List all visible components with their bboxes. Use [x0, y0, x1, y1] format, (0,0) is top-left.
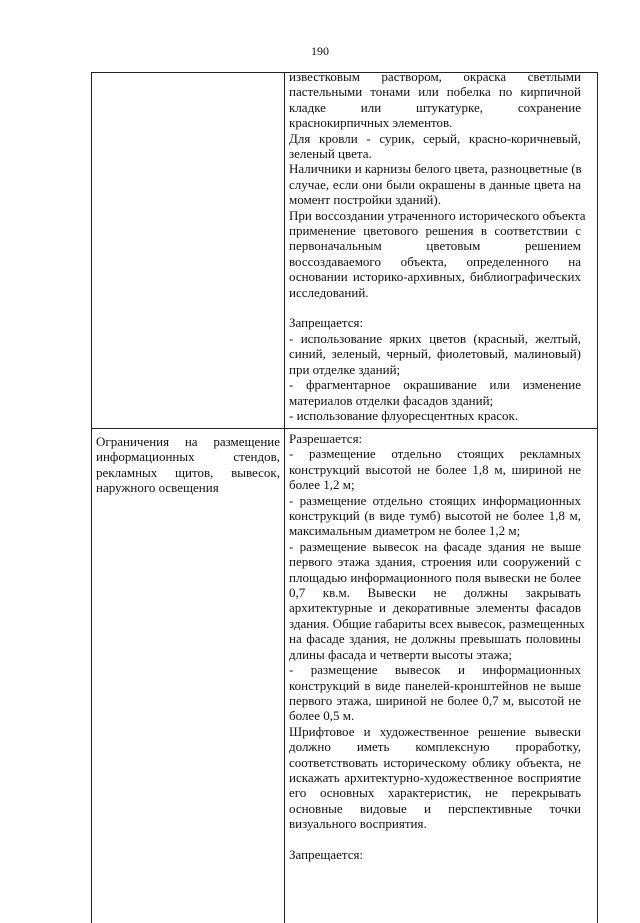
text-line: кладке или штукатурке, сохранение: [289, 99, 581, 115]
text-line: первого этажа здания, строения или сооружений с: [289, 554, 581, 570]
text-line: здания. Общие габариты всех вывесок, размещенных: [289, 615, 585, 631]
text-line: визуального восприятия.: [289, 816, 427, 832]
text-line: более 1,2 м;: [289, 477, 355, 493]
text-line: при отделке зданий;: [289, 361, 401, 377]
text-line: зеленый цвета.: [289, 146, 372, 162]
text-line: воссоздаваемого объекта, определенного на: [289, 253, 581, 269]
text-line: первого этажа, шириной не более 0,7 м, высотой не: [289, 692, 581, 708]
row-divider: [92, 428, 597, 429]
text-line: - размещение отдельно стоящих рекламных: [289, 446, 581, 462]
text-line: исследований.: [289, 284, 369, 300]
text-line: - размещение отдельно стоящих информационных: [289, 492, 581, 508]
text-line: рекламных щитов, вывесок,: [96, 464, 280, 480]
text-line: 0,7 кв.м. Вывески не должны закрывать: [289, 585, 581, 601]
text-line: соответствовать историческому облику объекта, не: [289, 754, 581, 770]
text-line: основании историко-архивных, библиографических: [289, 269, 581, 285]
text-line: синий, зеленый, черный, фиолетовый, малиновый): [289, 346, 581, 362]
text-line: краснокирпичных элементов.: [289, 115, 453, 131]
text-line: применение цветового решения в соответствии с: [289, 223, 581, 239]
text-line: конструкций в виде панелей-кронштейнов не выше: [289, 677, 581, 693]
text-line: искажать архитектурно-художественное восприятие: [289, 769, 581, 785]
text-line: Ограничения на размещение: [96, 434, 280, 449]
text-line: Шрифтовое и художественное решение вывески: [289, 723, 581, 739]
text-line: первоначальным цветовым решением: [289, 238, 581, 254]
text-line: его основных характеристик, не перекрывать: [289, 785, 581, 801]
text-line: площадью информационного поля вывески не более: [289, 569, 581, 585]
text-line: должно иметь комплексную проработку,: [289, 739, 581, 755]
text-line: информационных стендов,: [96, 449, 280, 465]
text-line: - размещение вывесок на фасаде здания не выше: [289, 538, 581, 554]
text-line: Наличники и карнизы белого цвета, разноцветные (в: [289, 161, 582, 177]
signage-rules-cell: [289, 431, 585, 862]
text-line: конструкций высотой не более 1,8 м, шириной не: [289, 461, 581, 477]
text-line: более 0,5 м.: [289, 708, 355, 724]
page-number: 190: [311, 44, 329, 58]
signage-restrictions-label: [96, 434, 280, 496]
text-line: момент постройки зданий).: [289, 192, 441, 208]
text-line: максимальным диаметром не более 1,2 м;: [289, 523, 521, 539]
regulations-table: [91, 69, 598, 923]
text-line: Разрешается:: [289, 431, 363, 446]
text-line: конструкций (в виде тумб) высотой не более 1,8 м,: [289, 508, 581, 524]
text-line: При воссоздании утраченного исторического объекта: [289, 207, 586, 223]
column-divider: [284, 73, 285, 923]
text-line: длины фасада и четверти высоты этажа;: [289, 646, 512, 662]
text-line: - использование ярких цветов (красный, желтый,: [289, 330, 581, 346]
color-requirements-cell: [289, 69, 586, 423]
text-line: Запрещается:: [289, 846, 364, 862]
text-line: случае, если они были окрашены в данные цвета на: [289, 176, 581, 192]
text-line: Запрещается:: [289, 315, 364, 331]
text-line: на фасаде здания, не должны превышать половины: [289, 631, 581, 647]
blank-line: [289, 832, 581, 847]
text-line: архитектурные и декоративные элементы фасадов: [289, 600, 581, 616]
text-line: Для кровли - сурик, серый, красно-коричневый,: [289, 130, 581, 146]
text-line: материалов отделки фасадов зданий;: [289, 392, 494, 408]
text-line: наружного освещения: [96, 480, 219, 496]
text-line: - размещение вывесок и информационных: [289, 662, 581, 678]
text-line: основные видовые и перспективные точки: [289, 800, 581, 816]
text-line: пастельными тонами или побелка по кирпичной: [289, 84, 581, 100]
text-line: известковым раствором, окраска светлыми: [289, 69, 581, 84]
text-line: - фрагментарное окрашивание или изменение: [289, 377, 581, 393]
blank-line: [289, 300, 581, 315]
text-line: - использование флуоресцентных красок.: [289, 407, 519, 423]
